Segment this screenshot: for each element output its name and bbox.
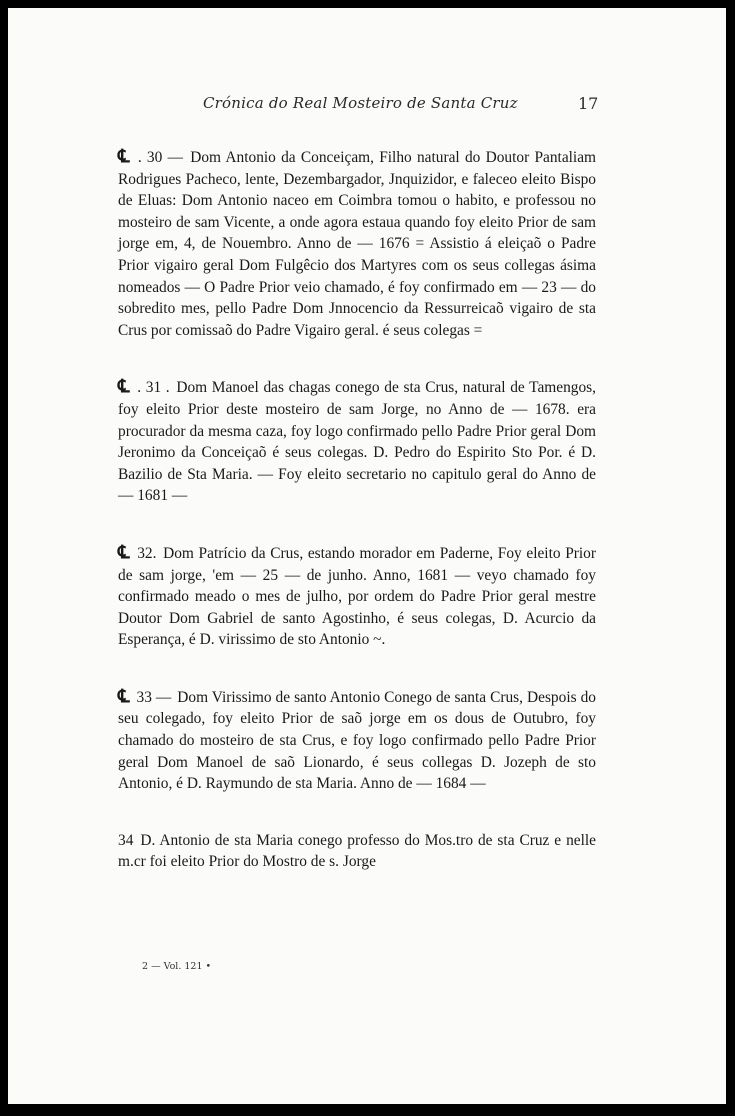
entry-text: Dom Antonio da Conceiçam, Filho natural do Doutor Pantaliam Rodrigues Pacheco, lente, Dezembargador, Jnquizidor, e faleceo eleito Bispo de Eluas: Dom Antonio naceo em Coimbra tomou o habito, e professou no mosteiro de sam Vicente, a onde agora estaua quando foy eleito Prior de sam jorge em, 4, de Nouembro. Anno de — 1676 = Assistio á eleiçaõ o Padre Prior vigairo geral Dom Fulgêcio dos Martyres com os seus collegas ásima nomeados — O Padre Prior veio chamado, é foy confirmado em — 23 — do sobredito mes, pello Padre Dom Jnnocencio da Ressurreicaõ vigairo de sta Crus por comissaõ do Padre Vigairo geral. é seus colegas = (118, 149, 596, 339)
entry-number: . 30 — (137, 149, 183, 166)
paragraph-mark-icon: ℄ (118, 146, 130, 166)
page-header (8, 94, 726, 118)
entry-number: 33 — (136, 688, 172, 706)
paragraph-mark-icon: ℄ (118, 541, 130, 562)
entry-text: Dom Virissimo de santo Antonio Conego de santa Crus, Despois do seu colegado, foy eleito Prior de saõ jorge em os dous de Outubro, foy chamado do mosteiro de sta Crus, e foy logo confirmado pello Padre Prior geral Dom Manoel de saõ Lionardo, é seus collegas D. Jozeph de sto Antonio, é D. Raymundo de sta Maria. Anno de — 1684 — (118, 688, 596, 793)
running-title: Crónica do Real Mosteiro de Santa Cruz (203, 94, 518, 112)
paragraph-mark-icon: ℄ (118, 376, 130, 397)
page-number: 17 (578, 94, 599, 113)
entry-number: . 31 . (137, 379, 170, 397)
page-body (118, 146, 596, 908)
entry-number: 32. (137, 544, 157, 562)
document-page (8, 8, 726, 1104)
printer-signature: 2 — Vol. 121 • (142, 961, 212, 972)
entry-32 (118, 542, 596, 651)
entry-text: Dom Manoel das chagas conego de sta Crus, natural de Tamengos, foy eleito Prior deste mosteiro de sam Jorge, no Anno de — 1678. era procurador da mesma caza, foy logo confirmado pello Padre Prior geral Dom Jeronimo da Conceiçaõ é seus colegas. D. Pedro do Espirito Sto Por. é D. Bazilio de Sta Maria. — Foy eleito secretario no capitulo geral do Anno de — 1681 — (118, 379, 596, 505)
entry-31 (118, 376, 596, 507)
entry-number: 34 (118, 831, 134, 849)
entry-34 (118, 830, 596, 873)
entry-text: D. Antonio de sta Maria conego professo do Mos.tro de sta Cruz e nelle m.cr foi eleito Prior do Mostro de s. Jorge (118, 831, 596, 871)
entry-30 (118, 146, 596, 341)
entry-text: Dom Patrício da Crus, estando morador em Paderne, Foy eleito Prior de sam jorge, 'em — 25 — de junho. Anno, 1681 — veyo chamado foy confirmado meado o mes de julho, por ordem do Padre Prior geral mestre Doutor Dom Gabriel de santo Agostinho, é seus colegas, D. Acurcio da Esperança, é D. virissimo de sto Antonio ~. (118, 544, 596, 649)
paragraph-mark-icon: ℄ (118, 685, 130, 706)
entry-33 (118, 686, 596, 795)
